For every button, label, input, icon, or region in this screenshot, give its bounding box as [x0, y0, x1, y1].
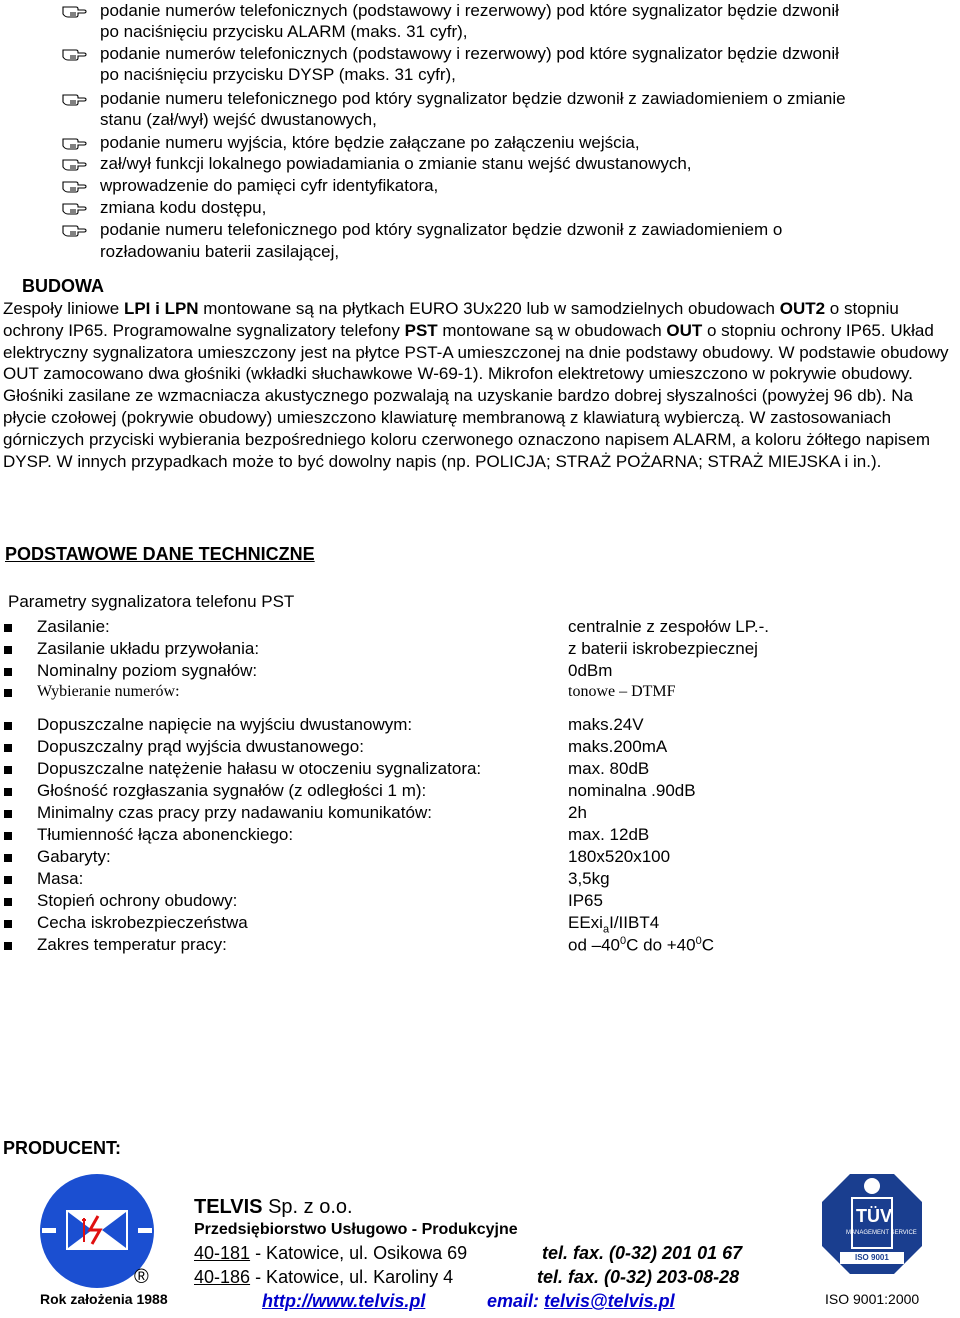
param-label: Nominalny poziom sygnałów:: [37, 661, 258, 680]
param-value: centralnie z zespołów LP.-.: [568, 617, 769, 636]
square-bullet-icon: [4, 920, 12, 928]
param-value: maks.24V: [568, 715, 644, 734]
param-label: Dopuszczalny prąd wyjścia dwustanowego:: [37, 737, 364, 756]
list-item: podanie numerów telefonicznych (podstawowy i rezerwowy) pod które sygnalizator będzie dzwonił: [100, 44, 839, 63]
param-value: 180x520x100: [568, 847, 671, 866]
square-bullet-icon: [4, 942, 12, 950]
list-item-continuation: po naciśnięciu przycisku ALARM (maks. 31 cyfr),: [100, 22, 468, 41]
list-item: wprowadzenie do pamięci cyfr identyfikatora,: [100, 176, 439, 195]
param-label: Zakres temperatur pracy:: [37, 935, 227, 954]
square-bullet-icon: [4, 788, 12, 796]
param-label: Cecha iskrobezpieczeństwa: [37, 913, 248, 932]
address-line-2: 40-186 - Katowice, ul. Karoliny 4: [194, 1267, 454, 1287]
pointing-hand-icon: [62, 134, 88, 150]
param-value: EExi$_a$I/IIBT4: [568, 913, 660, 936]
square-bullet-icon: [4, 624, 12, 632]
param-label: Zasilanie:: [37, 617, 110, 636]
param-value: od $-40^0C$ do $+40^0C$: [568, 935, 715, 955]
square-bullet-icon: [4, 876, 12, 884]
param-label: Stopień ochrony obudowy:: [37, 891, 238, 910]
param-value: nominalna .90dB: [568, 781, 696, 800]
company-type: Przedsiębiorstwo Usługowo - Produkcyjne: [194, 1221, 518, 1238]
pointing-hand-icon: [62, 90, 88, 106]
pointing-hand-icon: [62, 199, 88, 215]
param-label: Tłumienność łącza abonenckiego:: [37, 825, 294, 844]
param-value: max. 80dB: [568, 759, 650, 778]
param-value: z baterii iskrobezpiecznej: [568, 639, 758, 658]
param-value: maks.200mA: [568, 737, 668, 756]
param-value: 3,5kg: [568, 869, 610, 888]
param-value: 0dBm: [568, 661, 613, 680]
param-value: IP65: [568, 891, 603, 910]
list-item: podanie numeru telefonicznego pod który sygnalizator będzie dzwonił z zawiadomieniem o zmianie: [100, 89, 846, 108]
section-heading-budowa: BUDOWA: [22, 276, 104, 296]
pointing-hand-icon: [62, 221, 88, 237]
pointing-hand-icon: [62, 155, 88, 171]
list-item-continuation: rozładowaniu baterii zasilającej,: [100, 242, 340, 261]
section-heading-producer: PRODUCENT:: [3, 1138, 122, 1158]
tuv-certification-logo: TÜV MANAGEMENT SERVICE ISO 9001: [820, 1172, 924, 1276]
address-line-1: 40-181 - Katowice, ul. Osikowa 69: [194, 1243, 468, 1263]
list-item-continuation: po naciśnięciu przycisku DYSP (maks. 31 cyfr),: [100, 65, 456, 84]
param-value: tonowe – DTMF: [568, 683, 676, 700]
registered-mark-icon: ®: [134, 1266, 149, 1288]
list-item: podanie numerów telefonicznych (podstawowy i rezerwowy) pod które sygnalizator będzie dzwonił: [100, 1, 839, 20]
param-label: Minimalny czas pracy przy nadawaniu komunikatów:: [37, 803, 432, 822]
website-link[interactable]: http://www.telvis.pl: [262, 1291, 426, 1311]
iso-caption: ISO 9001:2000: [825, 1291, 920, 1307]
list-item: podanie numeru wyjścia, które będzie załączane po załączeniu wejścia,: [100, 133, 640, 152]
square-bullet-icon: [4, 766, 12, 774]
section-heading-tech: PODSTAWOWE DANE TECHNICZNE: [5, 544, 315, 564]
square-bullet-icon: [4, 689, 12, 697]
param-label: Dopuszczalne napięcie na wyjściu dwustanowym:: [37, 715, 413, 734]
param-value: max. 12dB: [568, 825, 650, 844]
square-bullet-icon: [4, 854, 12, 862]
email-link[interactable]: telvis@telvis.pl: [544, 1291, 675, 1311]
param-label: Głośność rozgłaszania sygnałów (z odległości 1 m):: [37, 781, 427, 800]
list-item: podanie numeru telefonicznego pod który sygnalizator będzie dzwonił z zawiadomieniem o: [100, 220, 783, 239]
square-bullet-icon: [4, 646, 12, 654]
square-bullet-icon: [4, 832, 12, 840]
square-bullet-icon: [4, 898, 12, 906]
pointing-hand-icon: [62, 2, 88, 18]
email-line: email: telvis@telvis.pl: [487, 1291, 675, 1311]
company-name: TELVIS Sp. z o.o.: [194, 1196, 353, 1218]
tech-subheading: Parametry sygnalizatora telefonu PST: [8, 592, 295, 611]
square-bullet-icon: [4, 722, 12, 730]
param-label: Zasilanie układu przywołania:: [37, 639, 260, 658]
phone-line-1: tel. fax. (0-32) 201 01 67: [542, 1243, 743, 1263]
square-bullet-icon: [4, 744, 12, 752]
budowa-paragraph: Zespoły liniowe LPI i LPN montowane są na płytkach EURO 3Ux220 lub w samodzielnych obudowach OUT2 o stopniu ochrony IP65. Programowalne sygnalizatory telefony PST montowane są w obudowach OUT o stopniu ochrony IP65. Układ elektryczny sygnalizatora umieszczony jest na płytce PST-A umieszczonej na dnie podstawy obudowy. W podstawie obudowy OUT zamocowano dwa głośniki (wkładki słuchawkowe W-69-1). Mikrofon elektretowy umieszczono w pokrywie obudowy. Głośniki zasilane ze wzmacniacza akustycznego pozwalają na uzyskanie bardzo dobrej słyszalności (powyżej 96 db). Na płycie czołowej (pokrywie obudowy) umieszczono klawiaturę membranową z klawiaturą wybierczą. W zastosowaniach górniczych przyciski wybierania bezpośredniego koloru czerwonego oznaczono napisem ALARM, a koloru żółtego napisem DYSP. W innych przypadkach może to być dowolny napis (np. POLICJA; STRAŻ POŻARNA; STRAŻ MIEJSKA i in.).: [3, 299, 949, 471]
founded-caption: Rok założenia 1988: [40, 1291, 168, 1307]
list-item: zał/wył funkcji lokalnego powiadamiania o zmianie stanu wejść dwustanowych,: [100, 154, 692, 173]
param-label: Dopuszczalne natężenie hałasu w otoczeniu sygnalizatora:: [37, 759, 482, 778]
param-label: Gabaryty:: [37, 847, 111, 866]
pointing-hand-icon: [62, 45, 88, 61]
pointing-hand-icon: [62, 177, 88, 193]
param-label: Masa:: [37, 869, 84, 888]
phone-line-2: tel. fax. (0-32) 203-08-28: [537, 1267, 740, 1287]
param-label: Wybieranie numerów:: [37, 683, 180, 700]
list-item: zmiana kodu dostępu,: [100, 198, 267, 217]
square-bullet-icon: [4, 668, 12, 676]
list-item-continuation: stanu (zał/wył) wejść dwustanowych,: [100, 110, 377, 129]
param-value: 2h: [568, 803, 587, 822]
square-bullet-icon: [4, 810, 12, 818]
